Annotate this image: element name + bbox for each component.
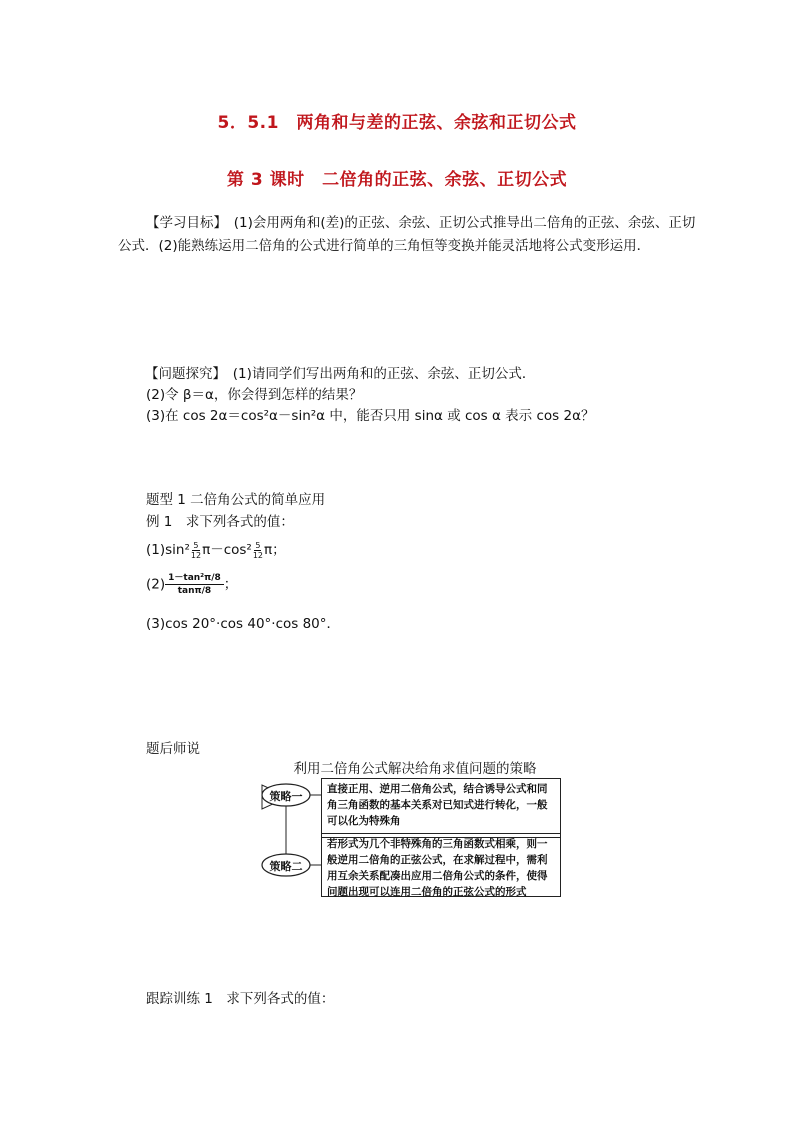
learning-objectives	[118, 212, 698, 258]
objectives-text: (1)会用两角和(差)的正弦、余弦、正切公式推导出二倍角的正弦、余弦、正切公式．(2)能熟练运用二倍角的公式进行简单的三角恒等变换并能灵活地将公式变形运用．	[118, 215, 696, 254]
inquiry-q2: (2)令 β＝α，你会得到怎样的结果？	[146, 387, 363, 403]
fraction: $\frac{5}{12}$	[252, 540, 264, 560]
inquiry-label: 【问题探究】	[145, 366, 220, 382]
lesson-subtitle: 第 3 课时 二倍角的正弦、余弦、正切公式	[226, 170, 568, 190]
inquiry-q3: (3)在 cos 2α＝cos²α－sin²α 中，能否只用 sinα 或 cos α 表示 cos 2α？	[146, 408, 595, 424]
example-item-2: (2) $\frac{\text{1－tan²π/8}}{\tan\pi/8}$ ；	[146, 573, 238, 596]
strategy1-box: 直接正用、逆用二倍角公式，结合诱导公式和同角三角函数的基本关系对已知式进行转化，一般可以化为特殊角	[321, 778, 561, 838]
practice-heading: 跟踪训练 1 求下列各式的值：	[146, 991, 335, 1007]
question-type-title: 题型 1 二倍角公式的简单应用	[146, 492, 326, 508]
strategy2-box: 若形式为几个非特殊角的三角函数式相乘，则一般逆用二倍角的正弦公式，在求解过程中，需利用互余关系配凑出应用二倍角公式的条件，使得问题出现可以连用二倍角的正弦公式的形式	[321, 833, 561, 897]
example-item-3: (3)cos 20°·cos 40°·cos 80°．	[146, 616, 341, 632]
page-title: 5．5.1 两角和与差的正弦、余弦和正切公式	[217, 113, 577, 133]
example-item-1: (1)sin² $\frac{5}{12}$ π－cos² $\frac{5}{12}$ π；	[146, 540, 286, 560]
example-heading: 例 1 求下列各式的值：	[146, 514, 294, 530]
fraction: $\frac{5}{12}$	[190, 540, 202, 560]
teacher-note-label: 题后师说	[146, 741, 200, 757]
strategy-diagram-title: 利用二倍角公式解决给角求值问题的策略	[293, 761, 537, 777]
strategy2-label: 策略二	[269, 860, 303, 873]
strategy1-label: 策略一	[269, 790, 303, 803]
fraction: $\frac{\text{1－tan²π/8}}{\tan\pi/8}$	[165, 572, 224, 597]
inquiry-q1: 【问题探究】 (1)请同学们写出两角和的正弦、余弦、正切公式．	[145, 366, 536, 382]
objectives-label: 【学习目标】	[146, 215, 221, 231]
